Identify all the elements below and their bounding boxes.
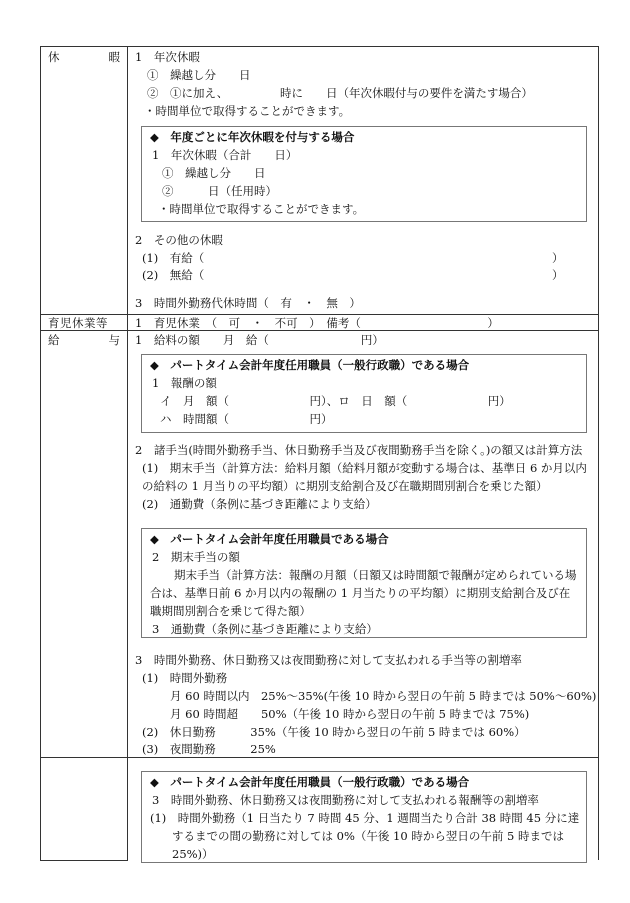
other-leave-paid-close: ）: [552, 251, 564, 265]
table-bottom-border: [40, 860, 128, 861]
allowances-term-end-1: (1) 期末手当（計算方法：給料月額（給料月額が変動する場合は、基準日 6 か月以内: [142, 461, 587, 475]
box-annual-grant-total: 1 年次休暇（合計 日）: [152, 148, 298, 162]
row-divider-salary: [40, 330, 598, 331]
allowances-commute: (2) 通勤費（条例に基づき距離により支給）: [142, 497, 377, 511]
vacation-annual-title: 1 年次休暇: [135, 50, 200, 64]
label-column-divider: [127, 46, 128, 860]
overtime-comp-leave: 3 時間外勤務代休時間（ 有 ・ 無 ）: [135, 296, 361, 310]
label-salary-second: 与: [108, 333, 120, 347]
premium-rate-overtime-within60: 月 60 時間以内 25%～35%(午後 10 時から翌日の午前 5 時までは 50%～60%): [170, 689, 597, 703]
table-top-border: [40, 46, 598, 47]
table-left-border: [40, 46, 41, 860]
other-leave-unpaid: (2) 無給（: [142, 268, 205, 282]
childcare-leave-line: 1 育児休業 （ 可 ・ 不可 ） 備考（ ）: [135, 316, 499, 330]
row-divider-childcare: [40, 314, 598, 315]
premium-rate-overtime-over60: 月 60 時間超 50%（午後 10 時から翌日の午前 5 時までは 75%): [170, 707, 530, 721]
box-part-time-premium-line3: 25%)）: [172, 847, 214, 861]
box-term-end-line2: 合は、基準日前 6 か月以内の報酬の 1 月当たりの平均額）に期別支給割合及び在: [150, 586, 571, 600]
box-annual-grant-hourly-note: ・時間単位で取得することができます。: [158, 202, 365, 216]
vacation-hourly-note: ・時間単位で取得することができます。: [144, 104, 351, 118]
box-term-end-title: ◆ パートタイム会計年度任用職員である場合: [150, 532, 389, 546]
allowances-term-end-2: の給料の 1 月当りの平均額）に期別支給割合及び在職期間別割合を乗じた額）: [142, 479, 548, 493]
box-pay-amount-hourly: ハ 時間額（ 円）: [160, 412, 333, 426]
box-pay-amount-monthly-daily: イ 月 額（ 円）、ロ 日 額（ 円）: [160, 394, 511, 408]
label-vacation: [48, 50, 120, 64]
box-annual-grant-carryover: ① 繰越し分 日: [162, 166, 266, 180]
label-vacation-second: 暇: [108, 50, 120, 64]
premium-rate-holiday: (2) 休日勤務 35%（午後 10 時から翌日の午前 5 時までは 60%）: [142, 725, 526, 739]
label-vacation-first: 休: [48, 50, 60, 64]
box-term-end-heading: 2 期末手当の額: [152, 550, 240, 564]
other-leave-unpaid-close: ）: [552, 268, 564, 282]
box-term-end-commute: 3 通勤費（条例に基づき距離により支給）: [152, 622, 378, 636]
vacation-additional: ② ①に加え、 時に 日（年次休暇付与の要件を満たす場合）: [147, 86, 533, 100]
box-part-time-premium-line2: するまでの間の勤務に対しては 0%（午後 10 時から翌日の午前 5 時までは: [172, 829, 564, 843]
allowances-title: 2 諸手当(時間外勤務手当、休日勤務手当及び夜間勤務手当を除く。)の額又は計算方法: [135, 443, 583, 457]
label-salary: [48, 333, 120, 347]
box-annual-grant-appointment: ② 日（任用時）: [162, 184, 277, 198]
box-term-end-line3: 職期間別割合を乗じて得た額）: [150, 604, 311, 618]
box-pay-amount-title: ◆ パートタイム会計年度任用職員（一般行政職）である場合: [150, 358, 470, 372]
box-term-end-line1: 期末手当（計算方法：報酬の月額（日額又は時間額で報酬が定められている場: [174, 568, 577, 582]
other-leave-paid: (1) 有給（: [142, 251, 205, 265]
row-divider-continued: [40, 757, 598, 758]
box-part-time-premium-title: ◆ パートタイム会計年度任用職員（一般行政職）である場合: [150, 775, 470, 789]
premium-rate-night: (3) 夜間勤務 25%: [142, 742, 276, 756]
table-right-border: [598, 46, 599, 860]
salary-amount-line: 1 給料の額 月 給（ 円）: [135, 333, 384, 347]
other-leave-title: 2 その他の休暇: [135, 233, 223, 247]
vacation-carryover: ① 繰越し分 日: [147, 68, 251, 82]
premium-rate-title: 3 時間外勤務、休日勤務又は夜間勤務に対して支払われる手当等の割増率: [135, 653, 522, 667]
box-annual-grant-title: ◆ 年度ごとに年次休暇を付与する場合: [150, 130, 355, 144]
box-part-time-premium-heading: 3 時間外勤務、休日勤務又は夜間勤務に対して支払われる報酬等の割増率: [152, 793, 539, 807]
label-childcare: 育児休業等: [48, 316, 108, 330]
box-pay-amount-heading: 1 報酬の額: [152, 376, 217, 390]
label-salary-first: 給: [48, 333, 60, 347]
premium-rate-overtime: (1) 時間外勤務: [142, 671, 228, 685]
box-part-time-premium-line1: (1) 時間外勤務（1 日当たり 7 時間 45 分、1 週間当たり合計 38 時間 45 分に達: [150, 811, 580, 825]
